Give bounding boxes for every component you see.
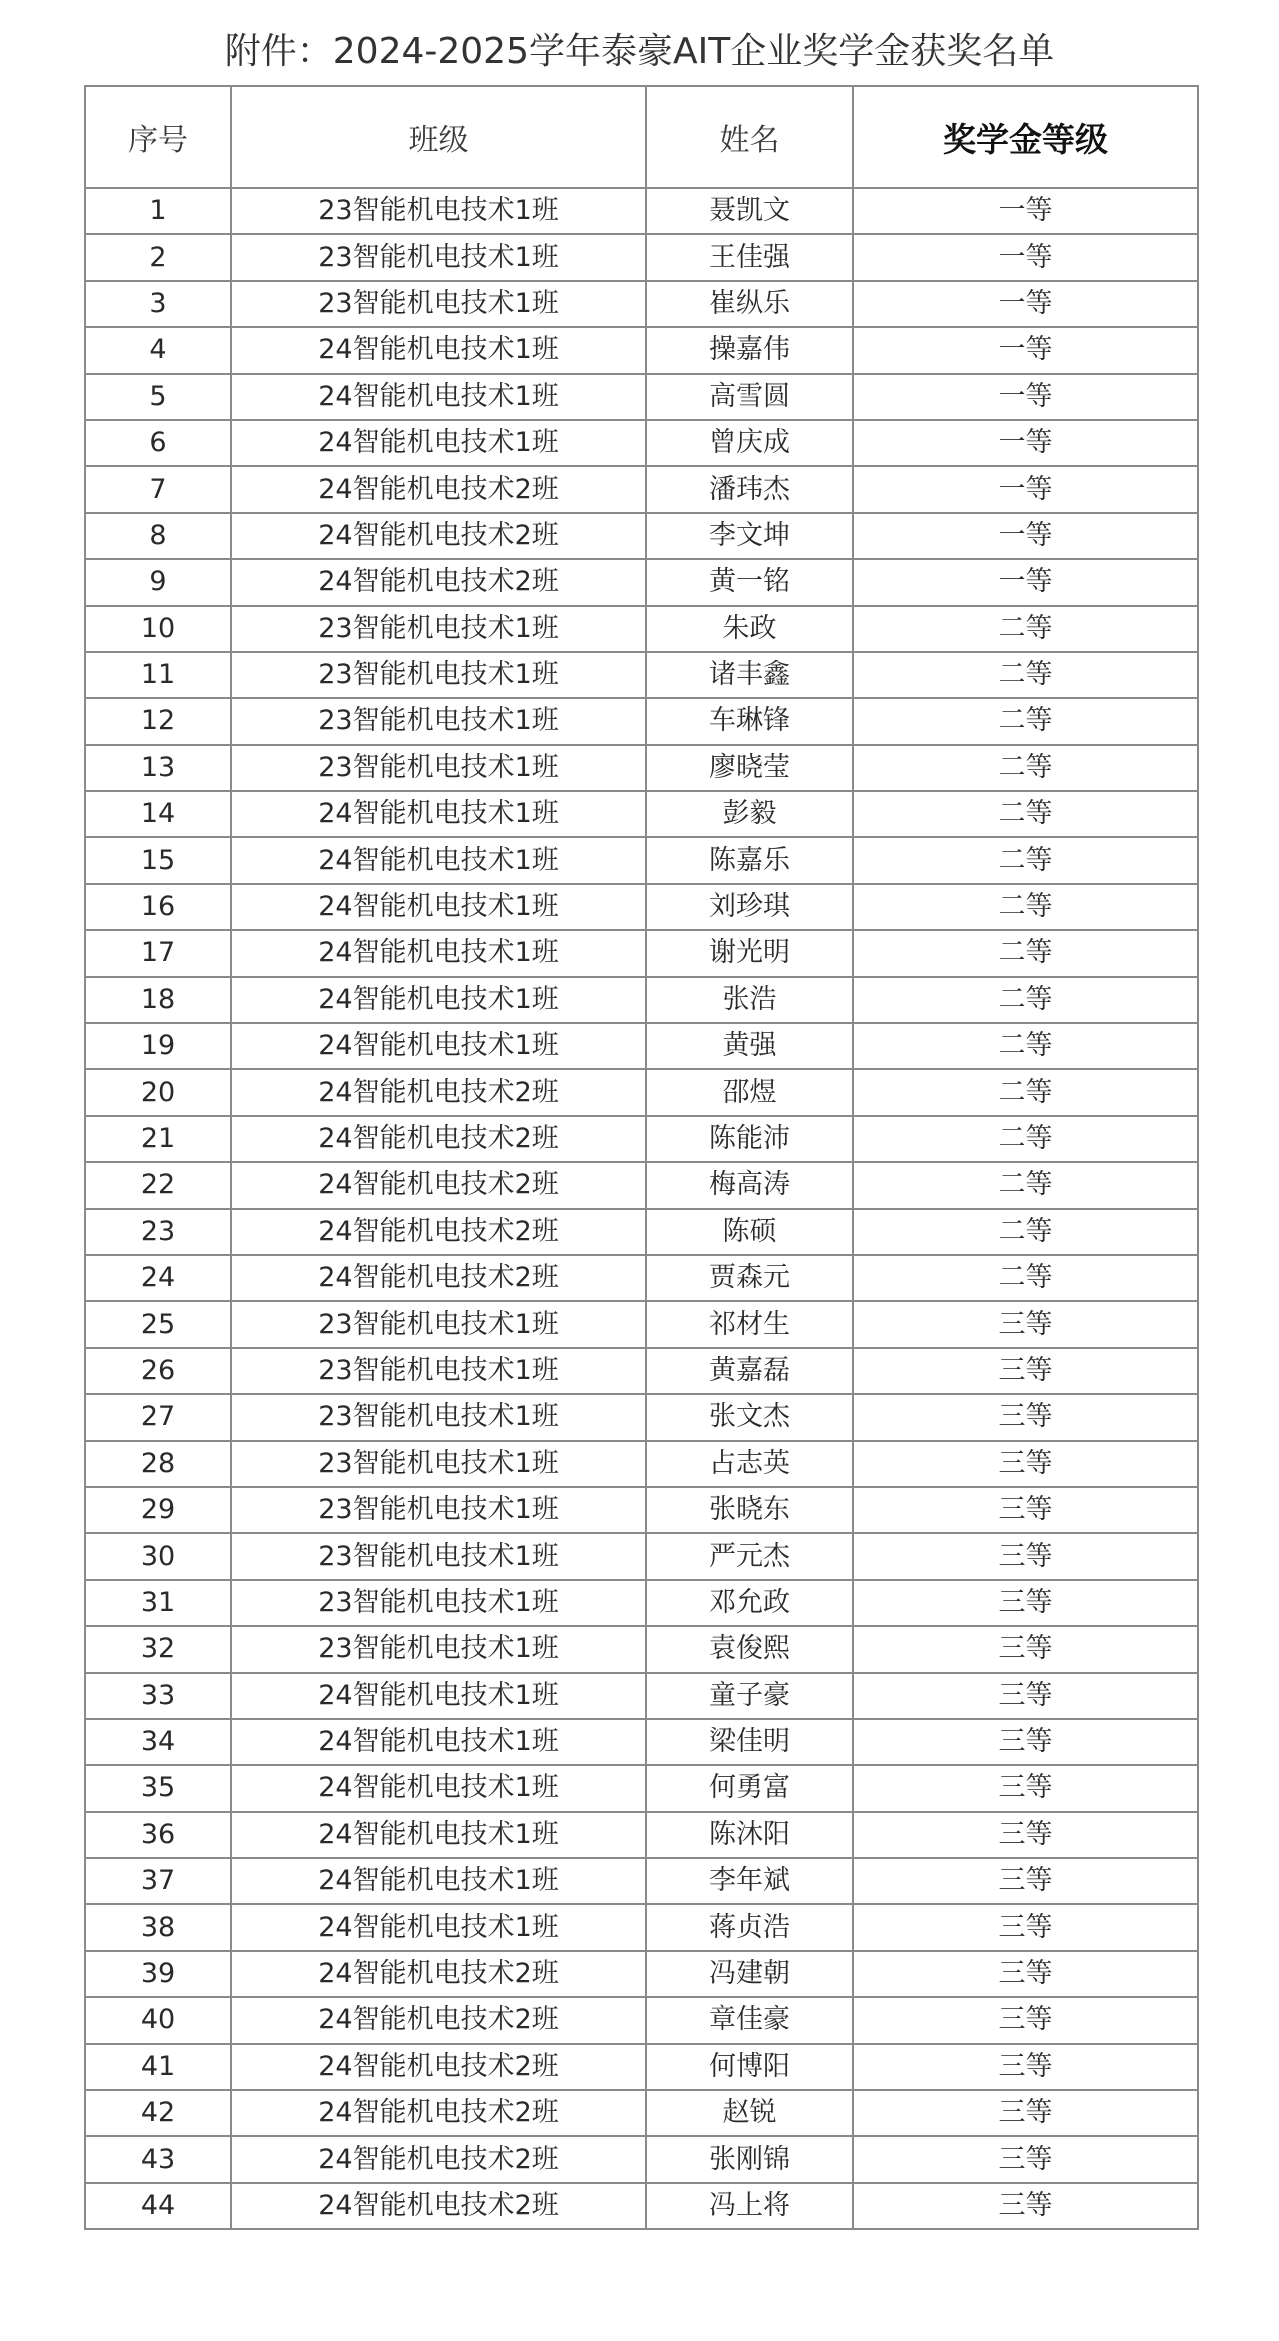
cell-class: 23智能机电技术1班 [231,1441,646,1487]
cell-serial-number: 33 [85,1673,231,1719]
table-row [85,2090,1198,2136]
cell-serial-number: 42 [85,2090,231,2136]
cell-name: 廖晓莹 [646,745,853,791]
cell-serial-number: 29 [85,1487,231,1533]
table-row [85,188,1198,234]
scholarship-table [84,85,1199,2230]
cell-serial-number: 18 [85,977,231,1023]
cell-scholarship-level: 三等 [853,1348,1198,1394]
cell-scholarship-level: 二等 [853,1255,1198,1301]
cell-scholarship-level: 三等 [853,1441,1198,1487]
cell-serial-number: 15 [85,837,231,883]
cell-scholarship-level: 三等 [853,1765,1198,1811]
cell-name: 王佳强 [646,234,853,280]
cell-class: 24智能机电技术2班 [231,1255,646,1301]
cell-serial-number: 13 [85,745,231,791]
table-row [85,1348,1198,1394]
cell-serial-number: 9 [85,559,231,605]
cell-scholarship-level: 一等 [853,420,1198,466]
cell-serial-number: 25 [85,1301,231,1347]
cell-scholarship-level: 一等 [853,374,1198,420]
cell-name: 章佳豪 [646,1997,853,2043]
cell-scholarship-level: 二等 [853,745,1198,791]
cell-class: 24智能机电技术2班 [231,513,646,559]
cell-name: 何勇富 [646,1765,853,1811]
cell-class: 24智能机电技术1班 [231,837,646,883]
cell-serial-number: 27 [85,1394,231,1440]
cell-name: 占志英 [646,1441,853,1487]
cell-class: 23智能机电技术1班 [231,745,646,791]
cell-class: 24智能机电技术1班 [231,977,646,1023]
document-title: 附件：2024-2025学年泰豪AIT企业奖学金获奖名单 [224,31,1055,72]
cell-name: 邵煜 [646,1069,853,1115]
cell-name: 黄嘉磊 [646,1348,853,1394]
cell-name: 张刚锦 [646,2136,853,2182]
cell-class: 24智能机电技术2班 [231,2090,646,2136]
cell-name: 谢光明 [646,930,853,976]
table-row [85,930,1198,976]
table-row [85,1394,1198,1440]
header-class: 班级 [231,86,646,188]
cell-class: 23智能机电技术1班 [231,1533,646,1579]
cell-scholarship-level: 三等 [853,1394,1198,1440]
cell-class: 24智能机电技术1班 [231,1812,646,1858]
cell-scholarship-level: 二等 [853,977,1198,1023]
cell-serial-number: 19 [85,1023,231,1069]
cell-scholarship-level: 三等 [853,2090,1198,2136]
cell-class: 23智能机电技术1班 [231,281,646,327]
table-header [85,86,1198,188]
cell-class: 24智能机电技术2班 [231,466,646,512]
cell-serial-number: 28 [85,1441,231,1487]
cell-class: 24智能机电技术2班 [231,1116,646,1162]
table-row [85,1209,1198,1255]
cell-serial-number: 5 [85,374,231,420]
cell-class: 24智能机电技术2班 [231,2183,646,2229]
cell-name: 童子豪 [646,1673,853,1719]
cell-serial-number: 23 [85,1209,231,1255]
cell-serial-number: 6 [85,420,231,466]
cell-name: 操嘉伟 [646,327,853,373]
cell-name: 贾森元 [646,1255,853,1301]
table-row [85,2183,1198,2229]
table-row [85,1069,1198,1115]
table-row [85,281,1198,327]
table-row [85,1765,1198,1811]
cell-scholarship-level: 二等 [853,652,1198,698]
cell-scholarship-level: 三等 [853,2044,1198,2090]
cell-serial-number: 24 [85,1255,231,1301]
cell-scholarship-level: 二等 [853,1116,1198,1162]
cell-name: 高雪圆 [646,374,853,420]
table-row [85,2044,1198,2090]
header-scholarship-level: 奖学金等级 [853,86,1198,188]
cell-name: 邓允政 [646,1580,853,1626]
cell-class: 23智能机电技术1班 [231,234,646,280]
cell-serial-number: 35 [85,1765,231,1811]
cell-serial-number: 17 [85,930,231,976]
cell-class: 24智能机电技术1班 [231,1904,646,1950]
cell-name: 刘珍琪 [646,884,853,930]
cell-scholarship-level: 二等 [853,837,1198,883]
cell-scholarship-level: 三等 [853,1858,1198,1904]
cell-scholarship-level: 三等 [853,1951,1198,1997]
cell-name: 彭毅 [646,791,853,837]
table-row [85,791,1198,837]
cell-serial-number: 30 [85,1533,231,1579]
cell-class: 24智能机电技术1班 [231,327,646,373]
cell-scholarship-level: 三等 [853,1812,1198,1858]
cell-name: 祁材生 [646,1301,853,1347]
cell-name: 陈硕 [646,1209,853,1255]
cell-class: 24智能机电技术1班 [231,930,646,976]
cell-serial-number: 16 [85,884,231,930]
table-row [85,374,1198,420]
table-row [85,652,1198,698]
cell-name: 严元杰 [646,1533,853,1579]
table-row [85,1858,1198,1904]
cell-class: 24智能机电技术1班 [231,1719,646,1765]
cell-scholarship-level: 一等 [853,466,1198,512]
cell-serial-number: 32 [85,1626,231,1672]
cell-class: 24智能机电技术2班 [231,1162,646,1208]
cell-serial-number: 39 [85,1951,231,1997]
cell-scholarship-level: 二等 [853,698,1198,744]
cell-name: 李年斌 [646,1858,853,1904]
cell-serial-number: 14 [85,791,231,837]
table-row [85,1023,1198,1069]
table-row [85,1255,1198,1301]
cell-scholarship-level: 二等 [853,791,1198,837]
cell-scholarship-level: 一等 [853,234,1198,280]
table-row [85,420,1198,466]
cell-name: 何博阳 [646,2044,853,2090]
cell-name: 曾庆成 [646,420,853,466]
cell-serial-number: 21 [85,1116,231,1162]
cell-class: 24智能机电技术1班 [231,1765,646,1811]
cell-scholarship-level: 三等 [853,1301,1198,1347]
cell-name: 梅高涛 [646,1162,853,1208]
cell-scholarship-level: 二等 [853,884,1198,930]
table-row [85,1487,1198,1533]
cell-class: 23智能机电技术1班 [231,652,646,698]
table-row [85,327,1198,373]
cell-name: 黄强 [646,1023,853,1069]
cell-class: 23智能机电技术1班 [231,606,646,652]
table-row [85,977,1198,1023]
cell-serial-number: 40 [85,1997,231,2043]
cell-name: 陈能沛 [646,1116,853,1162]
table-row [85,884,1198,930]
table-row [85,1116,1198,1162]
table-row [85,234,1198,280]
cell-class: 23智能机电技术1班 [231,1626,646,1672]
cell-class: 24智能机电技术1班 [231,374,646,420]
table-row [85,606,1198,652]
table-row [85,1997,1198,2043]
cell-class: 23智能机电技术1班 [231,188,646,234]
table-row [85,1812,1198,1858]
cell-name: 张晓东 [646,1487,853,1533]
table-row [85,1301,1198,1347]
cell-scholarship-level: 一等 [853,327,1198,373]
cell-class: 24智能机电技术2班 [231,1069,646,1115]
header-name: 姓名 [646,86,853,188]
cell-serial-number: 37 [85,1858,231,1904]
cell-scholarship-level: 三等 [853,1719,1198,1765]
cell-scholarship-level: 三等 [853,1580,1198,1626]
cell-serial-number: 34 [85,1719,231,1765]
cell-class: 24智能机电技术2班 [231,1997,646,2043]
cell-name: 聂凯文 [646,188,853,234]
cell-name: 冯上将 [646,2183,853,2229]
cell-class: 23智能机电技术1班 [231,1301,646,1347]
cell-serial-number: 8 [85,513,231,559]
cell-name: 张文杰 [646,1394,853,1440]
table-row [85,513,1198,559]
cell-class: 24智能机电技术1班 [231,791,646,837]
cell-serial-number: 1 [85,188,231,234]
cell-serial-number: 44 [85,2183,231,2229]
table-row [85,1719,1198,1765]
cell-serial-number: 22 [85,1162,231,1208]
cell-scholarship-level: 一等 [853,559,1198,605]
cell-name: 崔纵乐 [646,281,853,327]
table-row [85,1162,1198,1208]
cell-scholarship-level: 二等 [853,1069,1198,1115]
cell-name: 黄一铭 [646,559,853,605]
cell-scholarship-level: 三等 [853,2183,1198,2229]
table-row [85,745,1198,791]
cell-name: 陈沐阳 [646,1812,853,1858]
cell-serial-number: 11 [85,652,231,698]
cell-class: 24智能机电技术1班 [231,884,646,930]
cell-serial-number: 43 [85,2136,231,2182]
cell-class: 23智能机电技术1班 [231,1394,646,1440]
cell-scholarship-level: 三等 [853,1487,1198,1533]
cell-name: 蒋贞浩 [646,1904,853,1950]
header-serial-number: 序号 [85,86,231,188]
cell-scholarship-level: 二等 [853,930,1198,976]
table-row [85,466,1198,512]
cell-serial-number: 12 [85,698,231,744]
cell-name: 诸丰鑫 [646,652,853,698]
table-row [85,1904,1198,1950]
cell-scholarship-level: 二等 [853,606,1198,652]
cell-serial-number: 41 [85,2044,231,2090]
table-row [85,2136,1198,2182]
cell-serial-number: 3 [85,281,231,327]
table-row [85,1626,1198,1672]
cell-name: 李文坤 [646,513,853,559]
cell-class: 24智能机电技术2班 [231,2136,646,2182]
cell-serial-number: 7 [85,466,231,512]
cell-scholarship-level: 三等 [853,1673,1198,1719]
cell-scholarship-level: 三等 [853,2136,1198,2182]
cell-scholarship-level: 三等 [853,1626,1198,1672]
cell-class: 24智能机电技术2班 [231,1209,646,1255]
cell-serial-number: 36 [85,1812,231,1858]
cell-class: 23智能机电技术1班 [231,1580,646,1626]
cell-class: 23智能机电技术1班 [231,1487,646,1533]
table-row [85,698,1198,744]
table-row [85,1441,1198,1487]
cell-class: 24智能机电技术1班 [231,420,646,466]
table-row [85,1673,1198,1719]
cell-class: 23智能机电技术1班 [231,1348,646,1394]
cell-serial-number: 31 [85,1580,231,1626]
header-row [85,86,1198,188]
cell-name: 陈嘉乐 [646,837,853,883]
cell-scholarship-level: 三等 [853,1904,1198,1950]
cell-name: 潘玮杰 [646,466,853,512]
cell-name: 梁佳明 [646,1719,853,1765]
table-row [85,559,1198,605]
cell-class: 23智能机电技术1班 [231,698,646,744]
cell-name: 袁俊熙 [646,1626,853,1672]
cell-scholarship-level: 一等 [853,188,1198,234]
table-row [85,1951,1198,1997]
cell-name: 冯建朝 [646,1951,853,1997]
cell-serial-number: 10 [85,606,231,652]
table-row [85,1533,1198,1579]
cell-serial-number: 38 [85,1904,231,1950]
cell-scholarship-level: 一等 [853,281,1198,327]
cell-class: 24智能机电技术1班 [231,1673,646,1719]
cell-name: 张浩 [646,977,853,1023]
cell-scholarship-level: 三等 [853,1533,1198,1579]
cell-serial-number: 4 [85,327,231,373]
cell-serial-number: 2 [85,234,231,280]
cell-scholarship-level: 二等 [853,1209,1198,1255]
cell-class: 24智能机电技术1班 [231,1023,646,1069]
cell-name: 朱政 [646,606,853,652]
cell-class: 24智能机电技术2班 [231,559,646,605]
cell-scholarship-level: 一等 [853,513,1198,559]
cell-class: 24智能机电技术1班 [231,1858,646,1904]
cell-name: 赵锐 [646,2090,853,2136]
table-body [85,188,1198,2229]
cell-serial-number: 26 [85,1348,231,1394]
cell-class: 24智能机电技术2班 [231,1951,646,1997]
cell-class: 24智能机电技术2班 [231,2044,646,2090]
cell-scholarship-level: 二等 [853,1023,1198,1069]
cell-serial-number: 20 [85,1069,231,1115]
cell-name: 车琳锋 [646,698,853,744]
cell-scholarship-level: 三等 [853,1997,1198,2043]
table-row [85,1580,1198,1626]
table-row [85,837,1198,883]
cell-scholarship-level: 二等 [853,1162,1198,1208]
